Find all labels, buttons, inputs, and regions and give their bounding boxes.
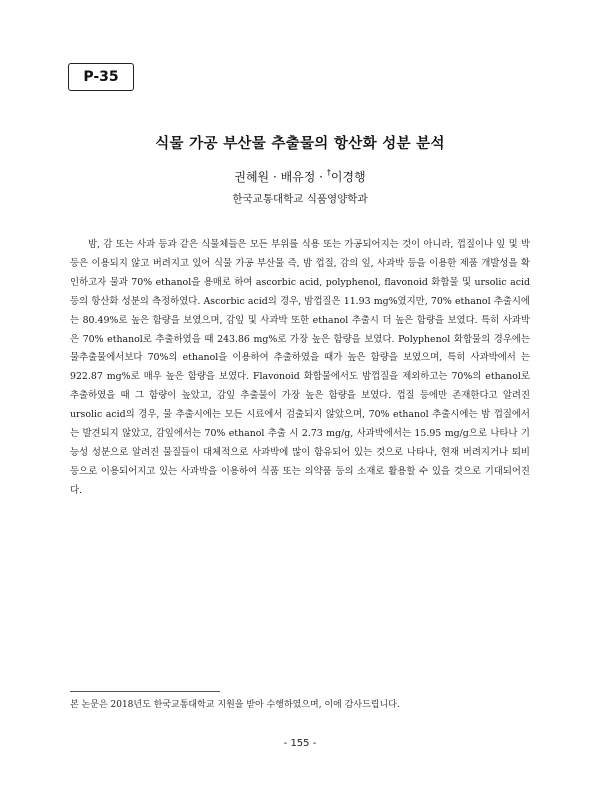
page-number: - 155 - xyxy=(283,738,317,749)
corresponding-author-name: 이경행 xyxy=(330,170,366,184)
paper-title: 식물 가공 부산물 추출물의 항산화 성분 분석 xyxy=(155,136,445,152)
author-list xyxy=(0,168,600,185)
abstract-body: 밤, 감 또는 사과 등과 같은 식물체들은 모든 부위를 식용 또는 가공되어지는 것이 아니라, 껍질이나 잎 및 박 등은 이용되지 않고 버려지고 있어 식물 가공 부산물 즉, 밤 껍질, 감의 잎, 사과박 등을 이용한 제품 개발성을 확인하고자 물과 70% ethanol을 용매로 하여 ascorbic acid, polyphenol, flavonoid 화합물 및 ursolic acid 등의 항산화 성분의 측정하였다. Ascorbic acid의 경우, 밤껍질은 11.93 mg%였지만, 70% ethanol 추출시에는 80.49%로 높은 함량을 보였으며, 감잎 및 사과박 또한 ethanol 추출시 더 높은 함량을 보였다. 특히 사과박은 70% ethanol로 추출하였을 때 243.86 mg%로 가장 높은 함량을 보였다. Polyphenol 화합물의 경우에는 물추출물에서보다 70%의 ethanol을 이용하여 추출하였을 때가 높은 함량을 보였으며, 특히 사과박에서 는 922.87 mg%로 매우 높은 함량을 보였다. Flavonoid 화합물에서도 밤껍질을 제외하고는 70%의 ethanol로 추출하였을 때 그 함량이 높았고, 감잎 추출물이 가장 높은 함량을 보였다. 껍질 등에만 존재한다고 알려진 ursolic acid의 경우, 물 추출시에는 모든 시료에서 검출되지 않았으며, 70% ethanol 추출시에는 밤 껍질에서는 발견되지 않았고, 감잎에서는 70% ethanol 추출 시 2.73 mg/g, 사과박에서는 15.95 mg/g으로 나타나 기능성 성분으로 알려진 물질들이 대체적으로 사과박에 많이 함유되어 있는 것으로 나타나, 현재 버려지거나 퇴비 등으로 이용되어지고 있는 사과박을 이용하여 식품 또는 의약품 등의 소재로 활용할 수 있을 것으로 기대되어진다. xyxy=(70,239,530,496)
poster-id-box: P-35 xyxy=(68,63,134,91)
footnote-divider xyxy=(70,691,220,692)
affiliation: 한국교통대학교 식품영양학과 xyxy=(232,193,368,205)
footnote: 본 논문은 2018년도 한국교통대학교 지원을 받아 수행하였으며, 이에 감사드립니다. xyxy=(70,700,400,710)
author-names: 권혜원 · 배유정 · xyxy=(234,170,327,184)
corresponding-author-mark: † xyxy=(326,168,331,177)
